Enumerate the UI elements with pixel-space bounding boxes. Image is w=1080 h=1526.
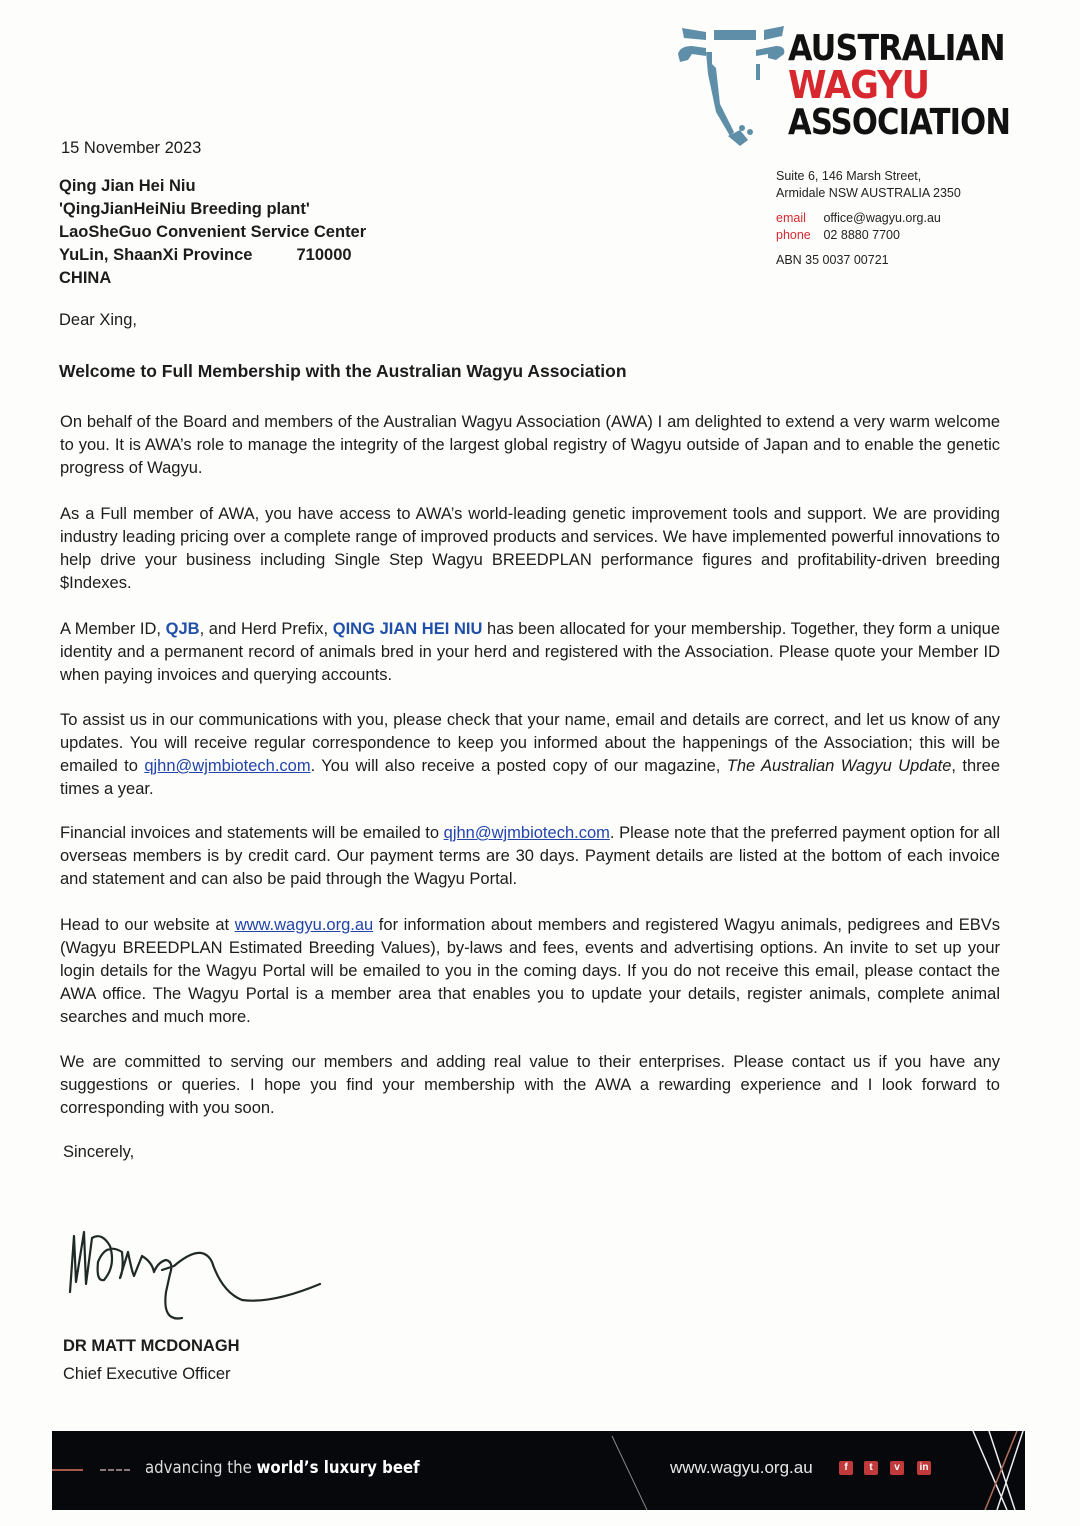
text: has been allocated for your membership. Together, they form a unique identity and a permanent record of animals bred in your herd and registered with the Association. Please quote your Member ID when paying invoices and querying accounts.	[60, 620, 1000, 684]
text: , and Herd Prefix,	[199, 620, 333, 638]
magazine-title: The Australian Wagyu Update	[726, 757, 952, 775]
decorative-cross-lines-icon	[967, 1431, 1025, 1510]
signature-icon	[62, 1222, 332, 1332]
recipient-name: Qing Jian Hei Niu	[59, 177, 196, 195]
text: . Please note that the preferred payment option for all overseas members is by credit card. Our payment terms are 30 days. Payment details are listed at the bottom of each invoice and statement and can also be paid through the Wagyu Portal.	[60, 824, 1001, 888]
wagyu-bull-head-icon	[676, 24, 786, 154]
decorative-dashes	[100, 1469, 130, 1471]
sign-off: Sincerely,	[63, 1143, 135, 1161]
logo-line-association: ASSOCIATION	[788, 102, 1011, 143]
letterhead-contact	[776, 168, 961, 269]
paragraph-member-id	[60, 618, 1000, 687]
linkedin-icon[interactable]: in	[917, 1461, 931, 1475]
awa-logo	[676, 24, 1011, 154]
facebook-icon[interactable]: f	[839, 1461, 853, 1475]
recipient-postcode: 710000	[296, 246, 352, 264]
paragraph-membership-benefits: As a Full member of AWA, you have access to AWA’s world-leading genetic improvement tools and support. We are providing industry leading pricing over a complete range of improved products and services. We have implemented powerful innovations to help drive your business including Single Step Wagyu BREEDPLAN performance figures and profitability-driven breeding $Indexes.	[60, 505, 1000, 592]
tagline-regular: advancing the	[145, 1458, 257, 1478]
decorative-diagonal-icon	[607, 1431, 667, 1510]
recipient-organization: 'QingJianHeiNiu Breeding plant'	[59, 200, 310, 218]
member-id: QJB	[165, 620, 200, 638]
text: Head to our website at	[60, 916, 235, 934]
text: To assist us in our communications with you, please check that your name, email and details are correct, and let us know of any updates. You will receive regular correspondence to keep you informed about the happenings of the Association; this will be emailed to	[60, 711, 1000, 775]
herd-prefix: QING JIAN HEI NIU	[332, 620, 483, 638]
text: for information about members and registered Wagyu animals, pedigrees and EBVs (Wagyu BREEDPLAN Estimated Breeding Values), by-laws and fees, events and advertising options. An invite to set up your login details for the Wagyu Portal will be emailed to you in the coming days. If you do not receive this email, please contact the AWA office. The Wagyu Portal is a member area that enables you to update your details, register animals, complete animal searches and much more.	[60, 916, 1000, 1026]
text: A Member ID,	[60, 620, 166, 638]
salutation: Dear Xing,	[59, 311, 137, 329]
email-label: email	[776, 211, 806, 225]
footer-tagline	[145, 1458, 420, 1478]
contact-address-line2: Armidale NSW AUSTRALIA 2350	[776, 186, 961, 200]
footer-website-link[interactable]: www.wagyu.org.au	[670, 1458, 813, 1477]
website-link[interactable]: www.wagyu.org.au	[234, 916, 374, 934]
tagline-bold: world’s luxury beef	[256, 1458, 420, 1478]
vimeo-icon[interactable]: v	[890, 1461, 904, 1475]
text: . You will also receive a posted copy of our magazine,	[310, 757, 727, 775]
paragraph-invoices	[60, 822, 1000, 891]
logo-wordmark	[788, 30, 1049, 141]
letter-subject: Welcome to Full Membership with the Australian Wagyu Association	[59, 361, 627, 381]
paragraph-website	[60, 914, 1000, 1029]
recipient-address	[59, 175, 366, 290]
letter-date: 15 November 2023	[61, 139, 202, 157]
signer-name: DR MATT MCDONAGH	[63, 1337, 240, 1355]
contact-address-line1: Suite 6, 146 Marsh Street,	[776, 169, 922, 183]
text: , three times a year.	[60, 757, 1000, 798]
recipient-city-province: YuLin, ShaanXi Province	[59, 246, 253, 264]
footer-banner	[52, 1431, 1025, 1510]
email-link[interactable]: qjhn@wjmbiotech.com	[443, 824, 610, 842]
recipient-street: LaoSheGuo Convenient Service Center	[59, 223, 367, 241]
email-link[interactable]: qjhn@wjmbiotech.com	[144, 757, 311, 775]
abn: ABN 35 0037 00721	[776, 253, 889, 267]
paragraph-welcome: On behalf of the Board and members of the Australian Wagyu Association (AWA) I am delighted to extend a very warm welcome to you. It is AWA’s role to manage the integrity of the largest global registry of Wagyu outside of Japan and to enable the genetic progress of Wagyu.	[60, 413, 1000, 477]
contact-phone-row	[776, 227, 961, 244]
phone-value: 02 8880 7700	[823, 228, 900, 242]
paragraph-communications	[60, 709, 1000, 801]
contact-email-row	[776, 210, 961, 227]
twitter-icon[interactable]: t	[864, 1461, 878, 1475]
phone-label: phone	[776, 228, 811, 242]
recipient-city-row	[59, 244, 366, 267]
logo-line-australian: AUSTRALIAN	[788, 28, 1005, 69]
signer-title: Chief Executive Officer	[63, 1365, 231, 1383]
logo-line-wagyu: WAGYU	[788, 63, 930, 107]
recipient-country: CHINA	[59, 269, 112, 287]
paragraph-closing: We are committed to serving our members and adding real value to their enterprises. Please contact us if you have any suggestions or queries. I hope you find your membership with the AWA a rewarding experience and I look forward to corresponding with you soon.	[60, 1053, 1000, 1117]
email-value[interactable]: office@wagyu.org.au	[823, 211, 941, 225]
text: Financial invoices and statements will be emailed to	[60, 824, 444, 842]
